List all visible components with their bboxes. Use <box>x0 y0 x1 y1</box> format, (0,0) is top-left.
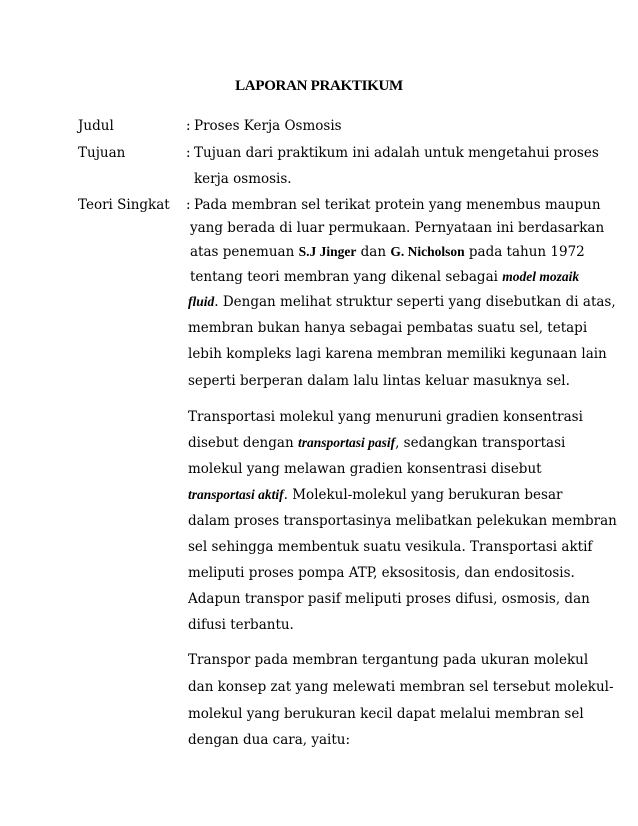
judul-label: Judul <box>78 118 114 134</box>
paragraph-line: dalam proses transportasinya melibatkan pelekukan membran <box>188 513 617 529</box>
tujuan-colon: : <box>186 145 191 161</box>
tujuan-label: Tujuan <box>78 145 126 161</box>
paragraph-line: Pada membran sel terikat protein yang menembus maupun <box>194 197 601 213</box>
paragraph-line: dan konsep zat yang melewati membran sel tersebut molekul- <box>188 679 614 695</box>
paragraph-line: difusi terbantu. <box>188 617 294 633</box>
paragraph-line: meliputi proses pompa ATP, eksositosis, dan endositosis. <box>188 565 575 581</box>
text-run: dan <box>356 244 391 260</box>
paragraph-line: Transportasi molekul yang menuruni gradien konsentrasi <box>188 409 583 425</box>
text-run: disebut dengan <box>188 435 298 451</box>
author-name: G. Nicholson <box>390 244 465 259</box>
teori-label: Teori Singkat <box>78 197 170 213</box>
paragraph-line <box>190 269 579 285</box>
paragraph-line <box>190 244 585 260</box>
paragraph-line <box>188 435 565 451</box>
paragraph-line: Transpor pada membran tergantung pada ukuran molekul <box>188 652 589 668</box>
text-run: . Molekul-molekul yang berukuran besar <box>283 487 563 503</box>
paragraph-line: lebih kompleks lagi karena membran memiliki kegunaan lain <box>188 346 607 362</box>
emphasis-term: fluid <box>188 294 215 309</box>
text-run: tentang teori membran yang dikenal sebagai <box>190 269 503 285</box>
judul-value: Proses Kerja Osmosis <box>194 118 342 134</box>
paragraph-line: molekul yang melawan gradien konsentrasi disebut <box>188 461 542 477</box>
paragraph-line: molekul yang berukuran kecil dapat melalui membran sel <box>188 706 584 722</box>
paragraph-line: Adapun transpor pasif meliputi proses difusi, osmosis, dan <box>188 591 590 607</box>
tujuan-line: Tujuan dari praktikum ini adalah untuk mengetahui proses <box>194 145 599 161</box>
page-title: LAPORAN PRAKTIKUM <box>235 78 403 94</box>
text-run: pada tahun 1972 <box>464 244 585 260</box>
emphasis-term: transportasi aktif <box>188 487 284 502</box>
text-run: atas penemuan <box>190 244 299 260</box>
paragraph-line <box>188 294 616 310</box>
paragraph-line: seperti berperan dalam lalu lintas keluar masuknya sel. <box>188 373 570 389</box>
paragraph-line <box>188 487 562 503</box>
text-run: , sedangkan transportasi <box>395 435 566 451</box>
paragraph-line: membran bukan hanya sebagai pembatas suatu sel, tetapi <box>188 320 588 336</box>
paragraph-line: dengan dua cara, yaitu: <box>188 732 351 748</box>
tujuan-line: kerja osmosis. <box>194 171 292 187</box>
text-run: . Dengan melihat struktur seperti yang disebutkan di atas, <box>214 294 616 310</box>
emphasis-term: transportasi pasif <box>297 435 396 450</box>
judul-colon: : <box>186 118 191 134</box>
author-name: S.J Jinger <box>298 244 357 259</box>
teori-colon: : <box>186 197 191 213</box>
paragraph-line: sel sehingga membentuk suatu vesikula. Transportasi aktif <box>188 539 593 555</box>
emphasis-term: model mozaik <box>502 269 580 284</box>
paragraph-line: yang berada di luar permukaan. Pernyataan ini berdasarkan <box>190 220 605 236</box>
